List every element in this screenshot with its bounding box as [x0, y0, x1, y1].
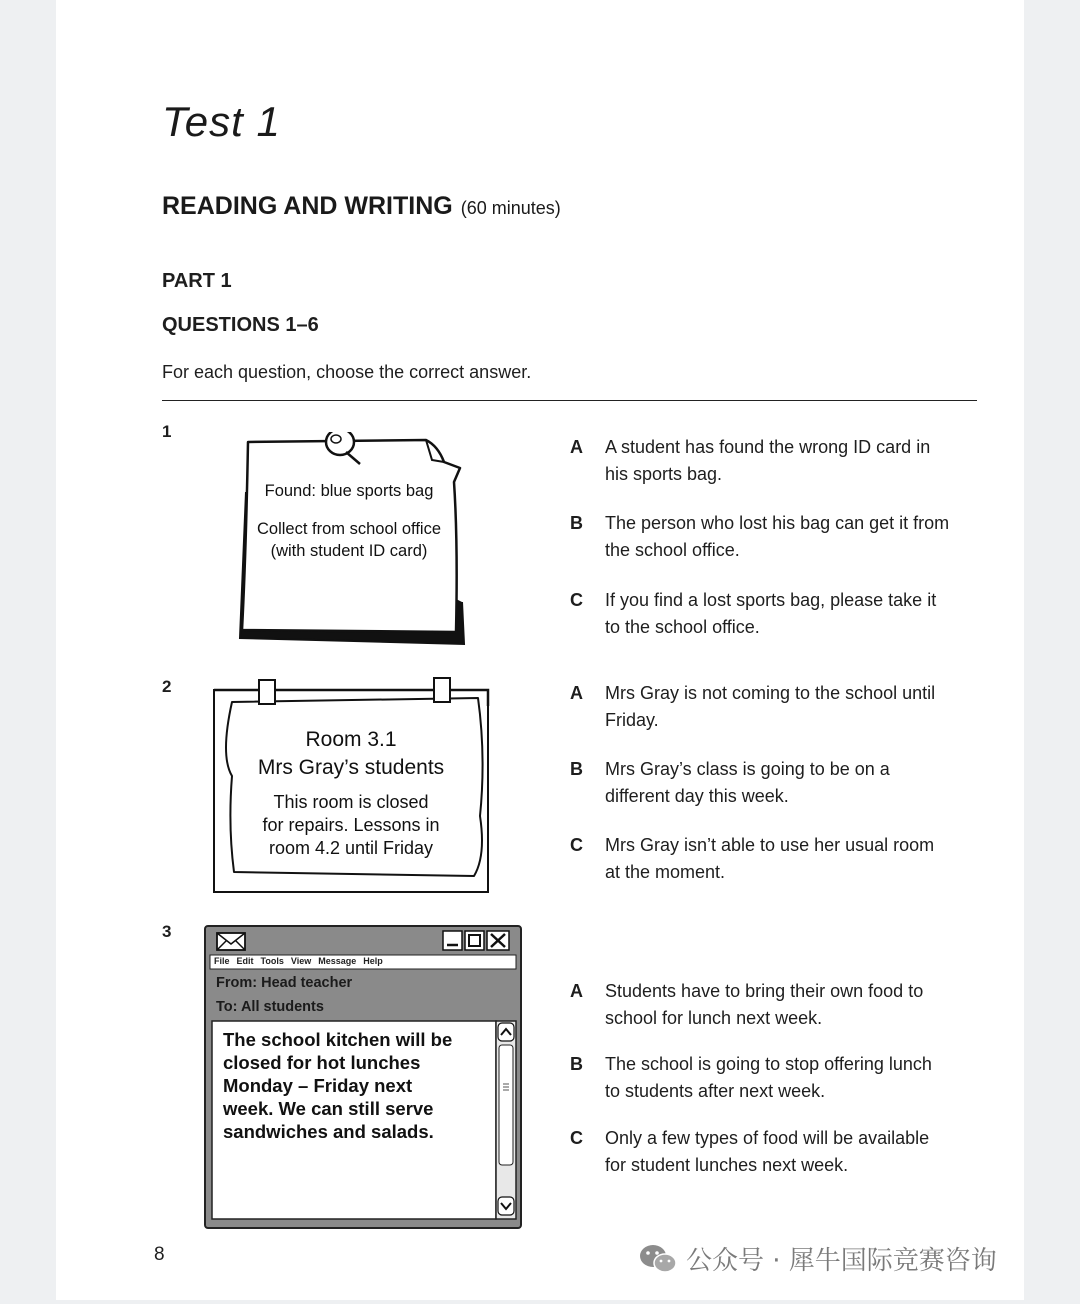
- email-body-line: closed for hot lunches: [223, 1052, 421, 1073]
- email-window: [204, 925, 522, 1229]
- notice-line: Collect from school office: [256, 520, 442, 538]
- option-letter: C: [570, 835, 583, 855]
- menu-bar: [214, 956, 390, 966]
- menu-message: Message: [318, 956, 357, 966]
- questions-range: QUESTIONS 1–6: [162, 314, 319, 336]
- option-text: Mrs Gray’s class is going to be on a different day this week.: [605, 759, 890, 806]
- email-body-line: The school kitchen will be: [223, 1029, 453, 1050]
- part-heading: PART 1: [162, 270, 232, 292]
- option-letter: B: [570, 513, 583, 533]
- tape-icon: [434, 678, 450, 702]
- option-text: Mrs Gray is not coming to the school until Friday.: [605, 683, 936, 730]
- menu-file: File: [214, 956, 230, 966]
- menu-view: View: [290, 956, 312, 966]
- notice-board: [210, 676, 494, 898]
- email-to: To: All students: [216, 999, 324, 1015]
- notice-title: Room 3.1: [305, 728, 397, 751]
- notice-line: for repairs. Lessons in: [262, 815, 440, 835]
- watermark-text: 公众号 · 犀牛国际竞赛咨询: [686, 1246, 997, 1276]
- page-number: 8: [154, 1244, 165, 1265]
- watermark: [638, 1240, 997, 1277]
- notice-title: Mrs Gray’s students: [257, 756, 445, 779]
- section-title: [162, 192, 561, 221]
- tape-icon: [259, 680, 275, 704]
- question-number: 3: [162, 922, 172, 941]
- test-title: Test 1: [162, 98, 281, 145]
- duration: (60 minutes): [460, 198, 561, 218]
- pin-icon: [326, 432, 354, 455]
- notice-paper: [236, 432, 468, 650]
- divider: [162, 400, 977, 401]
- option-text: Students have to bring their own food to school for lunch next week.: [605, 981, 924, 1028]
- option-text: The person who lost his bag can get it from the school office.: [605, 513, 950, 560]
- email-body-line: Monday – Friday next: [223, 1075, 413, 1096]
- option-letter: A: [570, 981, 583, 1001]
- option-letter: A: [570, 683, 583, 703]
- scroll-up-icon: [498, 1023, 514, 1041]
- option-letter: C: [570, 590, 583, 610]
- option-text: If you find a lost sports bag, please take it to the school office.: [605, 590, 937, 637]
- option-text: Mrs Gray isn’t able to use her usual room at the moment.: [605, 835, 935, 882]
- option-letter: A: [570, 437, 583, 457]
- option-letter: B: [570, 759, 583, 779]
- notice-line: Found: blue sports bag: [264, 482, 434, 500]
- notice-line: room 4.2 until Friday: [268, 838, 434, 858]
- wechat-icon: [638, 1243, 678, 1275]
- email-body-line: week. We can still serve: [223, 1098, 434, 1119]
- maximize-icon: [465, 931, 484, 950]
- notice-line: This room is closed: [273, 792, 429, 812]
- scroll-down-icon: [498, 1197, 514, 1215]
- menu-help: Help: [363, 956, 383, 966]
- close-icon: [487, 931, 509, 950]
- email-body-line: sandwiches and salads.: [223, 1121, 434, 1142]
- section-title-text: READING AND WRITING: [162, 192, 453, 220]
- notice-board-drawing: [210, 676, 494, 898]
- question-number: 1: [162, 422, 172, 441]
- email-from: From: Head teacher: [216, 975, 353, 991]
- notice-line: (with student ID card): [270, 542, 428, 560]
- option-text: A student has found the wrong ID card in his sports bag.: [605, 437, 931, 484]
- option-text: Only a few types of food will be available for student lunches next week.: [605, 1128, 930, 1175]
- option-text: The school is going to stop offering lunch to students after next week.: [605, 1054, 932, 1101]
- envelope-icon: [217, 933, 245, 950]
- minimize-icon: [443, 931, 462, 950]
- option-letter: C: [570, 1128, 583, 1148]
- menu-tools: Tools: [260, 956, 284, 966]
- instruction: For each question, choose the correct answer.: [162, 362, 532, 382]
- option-letter: B: [570, 1054, 583, 1074]
- menu-edit: Edit: [236, 956, 254, 966]
- question-number: 2: [162, 677, 172, 696]
- email-body: [223, 1028, 493, 1143]
